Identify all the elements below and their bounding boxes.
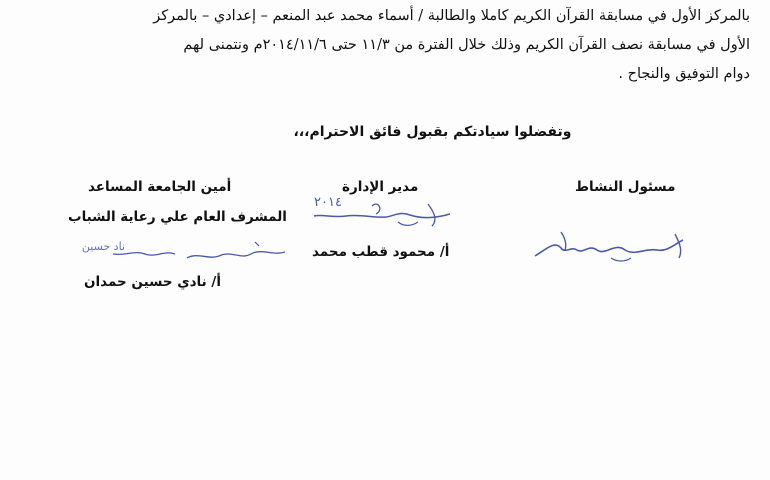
assistant-signature-handwriting: ناد حسين [81,240,125,253]
closing-salutation: وتفضلوا سيادتكم بقبول فائق الاحترام،،، [293,124,572,140]
admin-director-name: أ/ محمود قطب محمد [312,244,450,260]
director-signature [300,192,460,234]
assistant-secretary-name: أ/ نادي حسين حمدان [84,274,221,290]
activity-officer-title: مسئول النشاط [575,179,676,195]
body-line-1: بالمركز الأول في مسابقة القرآن الكريم كاملا والطالبة / أسماء محمد عبد المنعم – إعدادي – بالمركز [153,8,750,24]
director-signature-date: ٢٠١٤ [314,195,342,210]
assistant-secretary-signature [81,236,295,270]
letter-body [60,2,750,89]
body-line-3: دوام التوفيق والنجاح . [618,66,750,82]
admin-director-title: مدير الإدارة [342,179,419,195]
youth-care-supervisor-title: المشرف العام علي رعاية الشباب [68,209,287,225]
body-line-2: الأول في مسابقة نصف القرآن الكريم وذلك خلال الفترة من ١١/٣ حتى ٢٠١٤/١١/٦م ونتمنى لهم [183,37,750,53]
activity-officer-signature [525,220,690,270]
assistant-secretary-title: أمين الجامعة المساعد [88,179,232,195]
